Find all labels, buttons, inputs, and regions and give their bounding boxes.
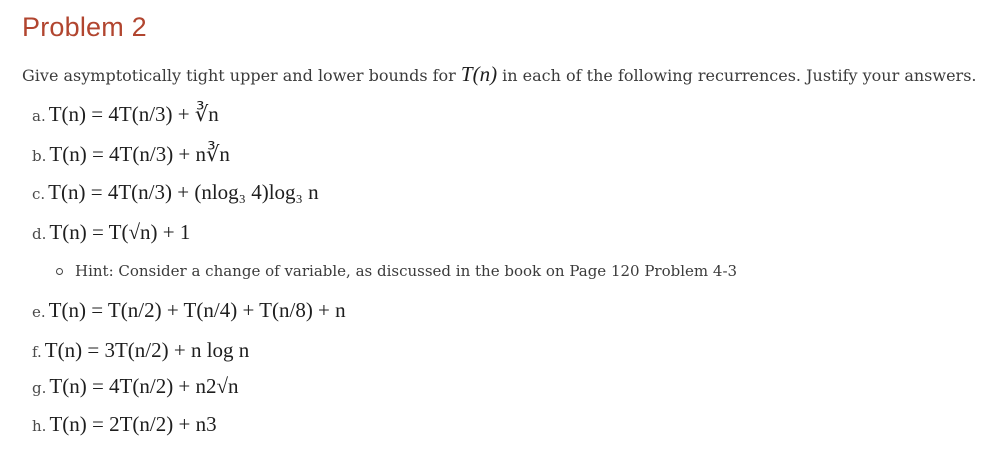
recurrence-marker: h. xyxy=(32,417,47,435)
recurrence-f xyxy=(32,338,249,363)
recurrence-marker: d. xyxy=(32,225,47,243)
intro-text-after: in each of the following recurrences. Justify your answers. xyxy=(497,66,977,85)
problem-heading: Problem 2 xyxy=(22,12,147,42)
recurrence-tail: 3 xyxy=(206,412,217,436)
recurrence-lhs: T(n) = 4T(n/2) + n xyxy=(49,374,207,398)
recurrence-marker: c. xyxy=(32,185,46,203)
recurrence-tail: ∛n xyxy=(206,142,230,166)
recurrence-marker: b. xyxy=(32,147,47,165)
recurrence-e xyxy=(32,298,346,323)
hint-text: Hint: Consider a change of variable, as discussed in the book on Page 120 Problem 4-3 xyxy=(75,262,738,280)
recurrence-lhs: T(n) = 4T(n/3) + n xyxy=(49,142,207,166)
recurrence-tail: 2√n xyxy=(206,374,239,398)
recurrence-marker: e. xyxy=(32,303,46,321)
bullet-icon xyxy=(56,268,63,275)
intro-math: T(n) xyxy=(460,62,498,86)
problem-intro xyxy=(22,62,977,87)
recurrence-lhs: T(n) = 2T(n/2) + n xyxy=(49,412,207,436)
recurrence-tail: √n) + 1 xyxy=(128,220,191,244)
recurrence-d xyxy=(32,220,190,245)
recurrence-lhs: T(n) = T( xyxy=(49,220,129,244)
recurrence-c xyxy=(32,180,319,205)
recurrence-b xyxy=(32,142,230,167)
recurrence-marker: f. xyxy=(32,343,42,361)
recurrence-lhs: T(n) = T(n/2) + T(n/4) + T(n/8) + n xyxy=(48,298,346,322)
recurrence-h xyxy=(32,412,217,437)
recurrence-g xyxy=(32,374,239,399)
recurrence-tail: ∛n xyxy=(194,102,219,126)
recurrence-marker: g. xyxy=(32,379,47,397)
intro-text-before: Give asymptotically tight upper and lower bounds for xyxy=(22,66,461,85)
recurrence-lhs: T(n) = 4T(n/3) + xyxy=(48,102,195,126)
recurrence-tail: log₃ 4)log₃ n xyxy=(211,180,319,204)
recurrence-marker: a. xyxy=(32,107,46,125)
hint-item xyxy=(56,262,737,280)
recurrence-lhs: T(n) = 3T(n/2) + n log n xyxy=(44,338,250,362)
recurrence-a xyxy=(32,102,219,127)
recurrence-lhs: T(n) = 4T(n/3) + (n xyxy=(48,180,212,204)
